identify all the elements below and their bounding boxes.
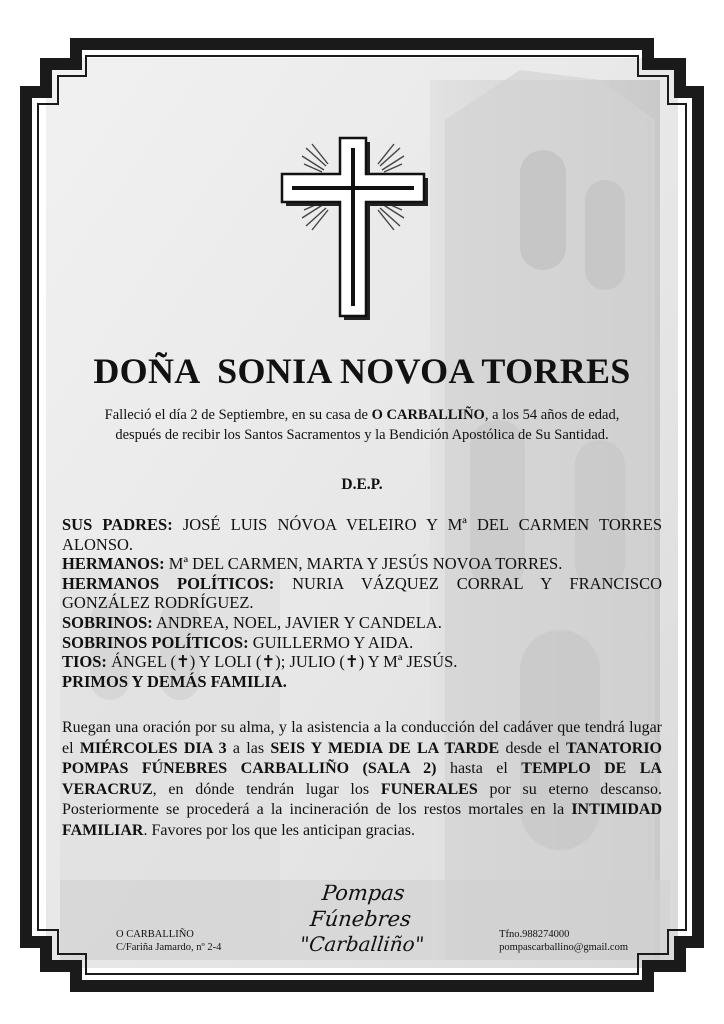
- family-nephews: SOBRINOS: ANDREA, NOEL, JAVIER Y CANDELA.: [62, 612, 442, 632]
- family-siblings: HERMANOS: Mª DEL CARMEN, MARTA Y JESÚS NOVOA TORRES.: [62, 554, 563, 574]
- footer-contact: [499, 928, 628, 954]
- death-notice-intro: Falleció el día 2 de Septiembre, en su casa de O CARBALLIÑO, a los 54 años de edad, después de recibir los Santos Sacramentos y la Bendición Apostólica de Su Santidad.: [104, 407, 620, 443]
- cross-icon: [268, 130, 438, 330]
- family-cousins: PRIMOS Y DEMÁS FAMILIA.: [62, 671, 287, 691]
- family-nephews-in-law: SOBRINOS POLÍTICOS: GUILLERMO Y AIDA.: [62, 632, 414, 652]
- family-list: [62, 515, 662, 691]
- family-parents: SUS PADRES: JOSÉ LUIS NÓVOA VELEIRO Y Mª DEL CARMEN TORRES ALONSO.: [62, 515, 662, 554]
- footer-email: pompascarballino@gmail.com: [499, 942, 628, 953]
- family-siblings-in-law: HERMANOS POLÍTICOS: NURIA VÁZQUEZ CORRAL Y FRANCISCO GONZÁLEZ RODRÍGUEZ.: [62, 573, 663, 613]
- death-place: O CARBALLIÑO: [371, 407, 485, 423]
- footer-address: O CARBALLIÑO C/Fariña Jamardo, nº 2-4: [116, 929, 222, 953]
- dep-heading: D.E.P.: [341, 476, 383, 493]
- deceased-name: DOÑA SONIA NOVOA TORRES: [93, 351, 631, 391]
- footer-phone: Tfno.988274000: [499, 929, 570, 940]
- funeral-home-logo: Pompas Fúnebres "Carballiño": [298, 881, 426, 956]
- funeral-announcement: Ruegan una oración por su alma, y la asistencia a la conducción del cadáver que tendrá lugar el MIÉRCOLES DIA 3 a las SEIS Y MEDIA DE LA TARDE desde el TANATORIO POMPAS FÚNEBRES CARBALLIÑO (SALA 2) hasta el TEMPLO DE LA VERACRUZ, en dónde tendrán lugar los FUNERALES por su eterno descanso. Posteriormente se procederá a la incineración de los restos mortales en la INTIMIDAD FAMILIAR. Favores por los que les anticipan gracias.: [62, 719, 663, 839]
- family-uncles: TIOS: ÁNGEL (✝) Y LOLI (✝); JULIO (✝) Y Mª JESÚS.: [62, 652, 458, 672]
